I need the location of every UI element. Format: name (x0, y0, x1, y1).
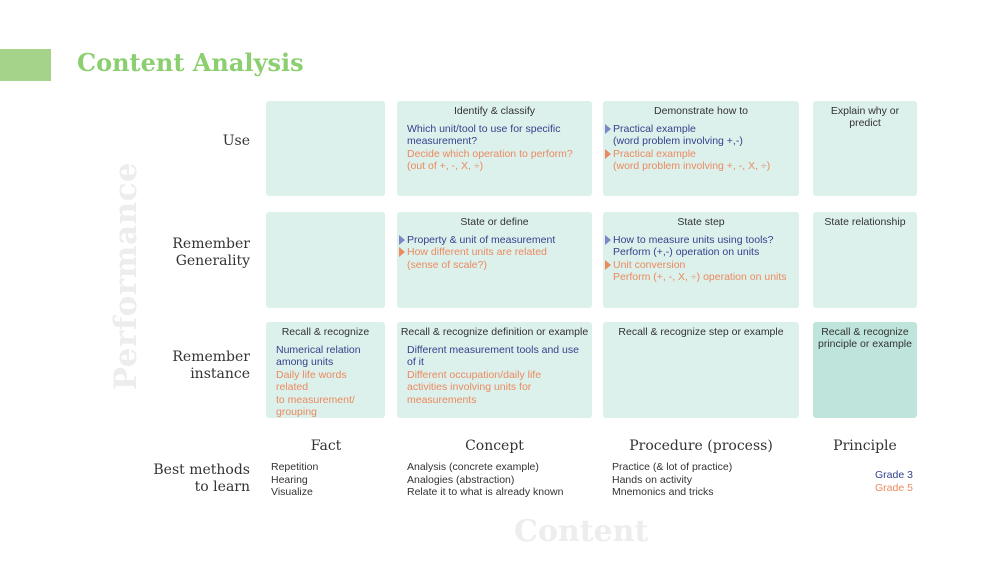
cell-line-text: How to measure units using tools? (613, 234, 774, 246)
triangle-marker-icon (399, 235, 405, 245)
cell-lines (266, 105, 385, 111)
legend-grade-3: Grade 3 (875, 469, 913, 481)
cell-line (613, 123, 789, 135)
method-item: Practice (& lot of practice) (612, 461, 733, 473)
column-header-fact: Fact (310, 438, 342, 454)
cell-use-fact (266, 101, 385, 196)
triangle-marker-icon (399, 247, 405, 257)
cell-lines (603, 117, 799, 173)
cell-lines (266, 216, 385, 222)
cell-generality-concept (397, 212, 592, 308)
row-label-line: Remember (172, 236, 250, 252)
cell-header: State relationship (824, 216, 906, 228)
cell-line (613, 148, 789, 160)
cell-header: Identify & classify (453, 105, 536, 117)
cell-line (407, 344, 582, 356)
cell-line-text: Perform (+,-) operation on units (613, 246, 760, 259)
cell-line-text: of it (407, 356, 424, 369)
cell-line (613, 271, 789, 283)
cell-line-text: Decide which operation to perform? (407, 147, 573, 160)
method-item: Relate it to what is already known (407, 486, 564, 498)
triangle-marker-icon (605, 260, 611, 270)
cell-header: Recall & recognize definition or example (400, 326, 589, 338)
cell-line-text: Practical example (613, 147, 696, 160)
cell-header: Demonstrate how to (654, 105, 748, 117)
cell-line-text: grouping (276, 406, 317, 419)
cell-line (407, 160, 582, 172)
cell-header: State step (677, 216, 725, 228)
cell-line (613, 160, 789, 172)
cell-line (407, 148, 582, 160)
best-methods-label (153, 462, 250, 496)
cell-lines (603, 228, 799, 284)
cell-line-text: among units (276, 356, 334, 369)
cell-generality-fact (266, 212, 385, 308)
cell-line (276, 369, 375, 394)
method-item: Hands on activity (612, 473, 692, 486)
cell-lines (603, 338, 799, 344)
cell-lines (266, 338, 385, 418)
cell-line-text: Perform (+, -, X, ÷) operation on units (613, 271, 787, 284)
row-label-line: instance (190, 366, 250, 382)
page-title: Content Analysis (77, 48, 304, 77)
cell-header: Recall & recognize step or example (618, 326, 784, 338)
cell-line (276, 394, 375, 406)
cell-line-text: (out of +, -, X, ÷) (407, 160, 484, 173)
cell-instance-fact (266, 322, 385, 418)
method-item: Visualize (271, 486, 313, 498)
cell-line (613, 259, 789, 271)
methods-concept (407, 461, 563, 499)
title-accent-bar (0, 49, 51, 81)
cell-line (276, 356, 375, 368)
cell-lines (397, 228, 592, 271)
column-header-principle: Principle (833, 438, 897, 454)
cell-header: State or define (460, 216, 529, 228)
cell-line-text: Which unit/tool to use for specific (407, 123, 561, 135)
cell-line-text: Different occupation/daily life (407, 368, 542, 381)
methods-procedure (612, 461, 732, 499)
legend-grade-5: Grade 5 (875, 482, 913, 494)
column-header-concept: Concept (465, 438, 524, 454)
cell-line-text: Unit conversion (613, 258, 686, 271)
cell-header: Recall & recognize principle or example (818, 326, 912, 350)
cell-line (407, 246, 582, 258)
row-label-remember-generality (172, 236, 250, 270)
method-item: Hearing (271, 473, 308, 486)
cell-line (407, 135, 582, 147)
cell-line (407, 259, 582, 271)
performance-axis-label: Performance (108, 161, 144, 391)
best-methods-line: Best methods (153, 462, 250, 478)
cell-line (613, 234, 789, 246)
cell-instance-procedure (603, 322, 799, 418)
triangle-marker-icon (605, 149, 611, 159)
cell-instance-concept (397, 322, 592, 418)
cell-use-principle (813, 101, 917, 196)
cell-line-text: to measurement/ (276, 393, 355, 406)
cell-header: Recall & recognize (281, 326, 370, 338)
cell-line-text: (word problem involving +,-) (613, 135, 743, 148)
cell-line (613, 135, 789, 147)
method-item: Repetition (271, 461, 319, 473)
column-header-procedure: Procedure (process) (629, 438, 773, 454)
cell-lines (397, 338, 592, 406)
cell-header: Explain why or predict (830, 105, 900, 129)
grade-legend (875, 469, 913, 495)
cell-line (276, 406, 375, 418)
cell-line-text: Daily life words related (276, 368, 347, 394)
cell-line-text: Different measurement tools and use (407, 344, 579, 356)
cell-use-procedure (603, 101, 799, 196)
cell-lines (397, 117, 592, 173)
cell-line (407, 356, 582, 368)
row-label-remember-instance (172, 349, 250, 383)
cell-lines (813, 350, 917, 356)
cell-line-text: (sense of scale?) (407, 258, 487, 271)
cell-lines (813, 228, 917, 234)
cell-line (276, 344, 375, 356)
cell-line (407, 381, 582, 393)
row-label-use (223, 133, 250, 150)
cell-line-text: Numerical relation (276, 344, 361, 356)
row-label-line: Remember (172, 349, 250, 365)
row-label-line: Generality (175, 253, 250, 269)
cell-generality-principle (813, 212, 917, 308)
cell-generality-procedure (603, 212, 799, 308)
cell-line (407, 123, 582, 135)
triangle-marker-icon (605, 235, 611, 245)
method-item: Analogies (abstraction) (407, 473, 515, 486)
row-label-line: Use (222, 133, 250, 149)
cell-line (407, 369, 582, 381)
cell-line-text: (word problem involving +, -, X, ÷) (613, 160, 771, 173)
cell-line-text: Property & unit of measurement (407, 234, 556, 246)
cell-line (613, 246, 789, 258)
method-item: Analysis (concrete example) (407, 461, 539, 473)
best-methods-line: to learn (194, 479, 250, 495)
cell-line-text: measurements (407, 393, 477, 406)
cell-use-concept (397, 101, 592, 196)
cell-line-text: How different units are related (407, 246, 547, 259)
triangle-marker-icon (605, 124, 611, 134)
cell-lines (813, 129, 917, 135)
method-item: Mnemonics and tricks (612, 486, 714, 498)
cell-line (407, 234, 582, 246)
cell-line-text: measurement? (407, 135, 478, 148)
cell-instance-principle (813, 322, 917, 418)
cell-line (407, 394, 582, 406)
cell-line-text: activities involving units for (407, 381, 532, 394)
content-axis-label: Content (514, 514, 649, 549)
cell-line-text: Practical example (613, 123, 696, 135)
methods-fact (271, 461, 318, 499)
